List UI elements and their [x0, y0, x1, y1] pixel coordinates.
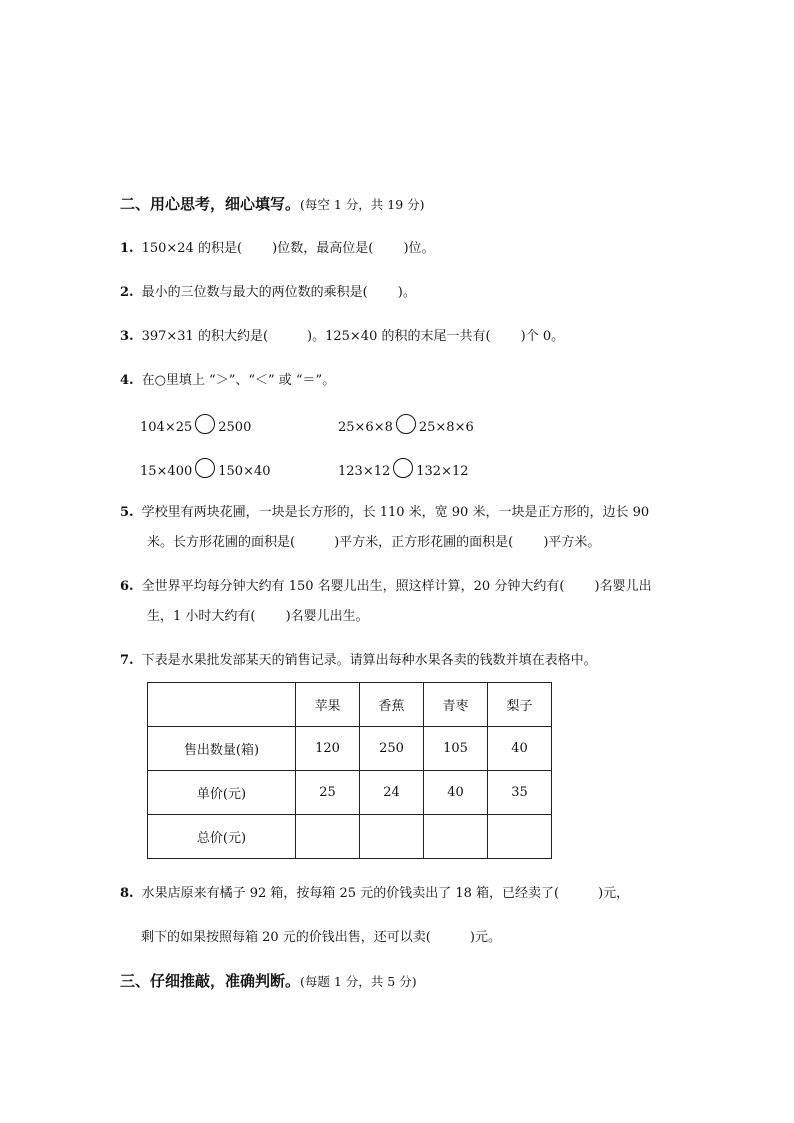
q5-line1: 学校里有两块花圃，一块是长方形的，长 110 米，宽 90 米，一块是正方形的，边长 90 [141, 505, 650, 520]
q8-line2: 剩下的如果按照每箱 20 元的价钱出售，还可以卖( )元。 [141, 930, 501, 945]
table-cell: 105 [424, 727, 488, 771]
q8-line1: 水果店原来有橘子 92 箱，按每箱 25 元的价钱卖出了 18 箱，已经卖了( )元， [141, 886, 630, 901]
question-2 [120, 284, 416, 302]
table-row [148, 815, 552, 859]
compare-left: 25×6×8 [338, 420, 393, 435]
header-cell-banana: 香蕉 [360, 683, 424, 727]
section2-note: (每空 1 分，共 19 分) [300, 197, 425, 212]
compare-item [140, 458, 271, 481]
q4-text: 在○里填上 “＞”、“＜” 或 “＝”。 [141, 373, 336, 388]
q6-number: 6. [120, 579, 134, 594]
table-row [148, 771, 552, 815]
header-cell-pear: 梨子 [488, 683, 552, 727]
compare-item [140, 414, 251, 437]
table-row [148, 727, 552, 771]
answer-cell[interactable] [296, 815, 360, 859]
table-cell: 120 [296, 727, 360, 771]
question-6 [120, 578, 652, 596]
section2-title: 二、用心思考，细心填写。 [120, 195, 301, 213]
q1-text: 150×24 的积是( )位数，最高位是( )位。 [141, 241, 435, 256]
table-cell: 40 [488, 727, 552, 771]
header-cell-apple: 苹果 [296, 683, 360, 727]
table-cell: 35 [488, 771, 552, 815]
q7-number: 7. [120, 653, 134, 668]
question-3 [120, 328, 564, 346]
table-cell: 40 [424, 771, 488, 815]
question-1 [120, 240, 435, 258]
compare-item [338, 414, 474, 437]
blank-circle-icon[interactable] [396, 414, 416, 434]
answer-cell[interactable] [424, 815, 488, 859]
row-label: 单价(元) [148, 771, 296, 815]
q3-text: 397×31 的积大约是( )。125×40 的积的末尾一共有( )个 0。 [141, 329, 565, 344]
answer-cell[interactable] [488, 815, 552, 859]
q2-number: 2. [120, 285, 134, 300]
compare-right: 25×8×6 [418, 420, 474, 435]
sales-table [147, 682, 552, 859]
blank-circle-icon[interactable] [195, 414, 215, 434]
q2-text: 最小的三位数与最大的两位数的乘积是( )。 [141, 285, 416, 300]
table-cell: 250 [360, 727, 424, 771]
row-label: 售出数量(箱) [148, 727, 296, 771]
section3-title: 三、仔细推敲，准确判断。 [120, 972, 301, 990]
table-cell: 25 [296, 771, 360, 815]
section3-note: (每题 1 分，共 5 分) [300, 974, 417, 989]
section3-heading [120, 972, 417, 991]
compare-left: 15×400 [140, 464, 193, 479]
question-4 [120, 372, 335, 390]
answer-cell[interactable] [360, 815, 424, 859]
question-8 [120, 885, 629, 903]
question-5 [120, 504, 649, 522]
table-cell: 24 [360, 771, 424, 815]
q1-number: 1. [120, 241, 134, 256]
question-7 [120, 652, 597, 670]
q6-line2: 生，1 小时大约有( )名婴儿出生。 [147, 609, 369, 624]
compare-right: 132×12 [416, 464, 469, 479]
blank-circle-icon[interactable] [195, 458, 215, 478]
compare-left: 123×12 [338, 464, 391, 479]
q3-number: 3. [120, 329, 134, 344]
blank-circle-icon[interactable] [393, 458, 413, 478]
table-header-row [148, 683, 552, 727]
row-label: 总价(元) [148, 815, 296, 859]
compare-left: 104×25 [140, 420, 193, 435]
compare-right: 150×40 [218, 464, 271, 479]
q5-line2: 米。长方形花圃的面积是( )平方米，正方形花圃的面积是( )平方米。 [147, 535, 601, 550]
header-cell-empty [148, 683, 296, 727]
q4-number: 4. [120, 373, 134, 388]
q6-line1: 全世界平均每分钟大约有 150 名婴儿出生，照这样计算，20 分钟大约有( )名婴儿出 [141, 579, 652, 594]
header-cell-jujube: 青枣 [424, 683, 488, 727]
compare-right: 2500 [218, 420, 252, 435]
compare-item [338, 458, 469, 481]
q5-number: 5. [120, 505, 134, 520]
section2-heading [120, 195, 425, 214]
q8-number: 8. [120, 886, 134, 901]
q7-text: 下表是水果批发部某天的销售记录。请算出每种水果各卖的钱数并填在表格中。 [141, 653, 597, 668]
